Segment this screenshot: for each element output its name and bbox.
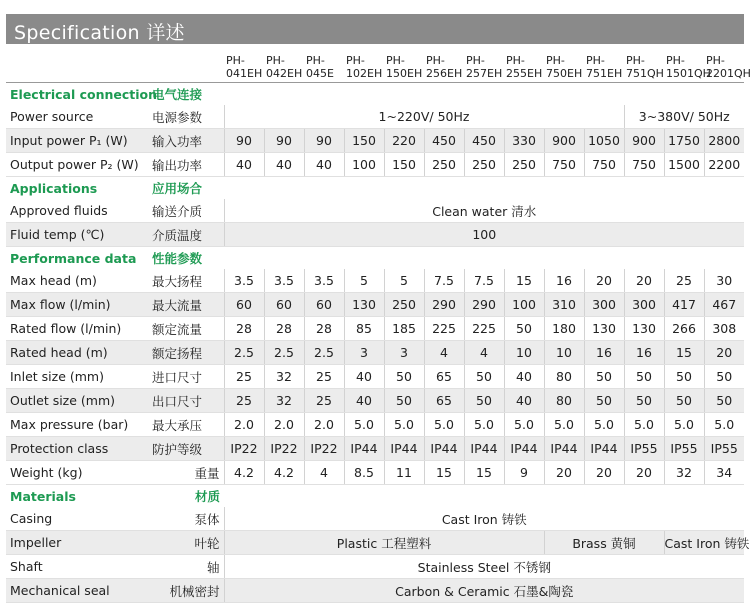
value-cell: 150 [344, 129, 384, 153]
model-header-cell: PH- 150EH [386, 54, 423, 80]
row-label: Fluid temp (℃) [6, 223, 150, 247]
value-cell: 28 [264, 317, 304, 341]
value-cell: 40 [304, 153, 344, 177]
value-cell: 5.0 [424, 413, 464, 437]
value-cell: 40 [504, 389, 544, 413]
value-cell: 15 [424, 461, 464, 485]
value-cell: 1~220V/ 50Hz [224, 105, 624, 129]
model-header-cell: PH- 2201QH [706, 54, 751, 80]
value-cell: 3.5 [264, 269, 304, 293]
value-cell: 15 [464, 461, 504, 485]
value-cell: 5.0 [584, 413, 624, 437]
row-label: Max head (m) [6, 269, 150, 293]
row-max_flow [6, 293, 744, 317]
value-cell: 15 [664, 341, 704, 365]
value-cell: 16 [624, 341, 664, 365]
row-max_head [6, 269, 744, 293]
value-cell: 250 [384, 293, 424, 317]
row-label: Impeller [6, 531, 150, 555]
value-cell: IP22 [264, 437, 304, 461]
row-label-cn: 机械密封 [150, 579, 224, 603]
value-cell: 225 [464, 317, 504, 341]
value-cell: 50 [664, 365, 704, 389]
value-cell: 50 [704, 365, 744, 389]
value-cell: 50 [664, 389, 704, 413]
value-cell: 3 [344, 341, 384, 365]
value-cell: 80 [544, 365, 584, 389]
value-cell: 5 [384, 269, 424, 293]
value-cell: 90 [264, 129, 304, 153]
section-title: Electrical connection [6, 83, 150, 106]
value-cell: 185 [384, 317, 424, 341]
header-blank-cn [150, 44, 224, 83]
value-cell: 8.5 [344, 461, 384, 485]
value-cell: 150 [384, 153, 424, 177]
row-casing [6, 507, 744, 531]
row-label: Max flow (l/min) [6, 293, 150, 317]
model-header-cell: PH- 102EH [346, 54, 383, 80]
value-cell: 90 [304, 129, 344, 153]
value-cell: 100 [224, 223, 744, 247]
section-title: Performance data [6, 247, 150, 270]
value-cell: 130 [624, 317, 664, 341]
model-header-cell: PH- 751QH [626, 54, 664, 80]
value-cell: 16 [544, 269, 584, 293]
value-cell: 290 [464, 293, 504, 317]
row-label: Max pressure (bar) [6, 413, 150, 437]
value-cell: IP44 [344, 437, 384, 461]
model-header-cell: PH- 750EH [546, 54, 583, 80]
section-title: Applications [6, 177, 150, 200]
model-header-cell: PH- 255EH [506, 54, 543, 80]
value-cell: 180 [544, 317, 584, 341]
value-cell: 50 [704, 389, 744, 413]
value-cell: 750 [544, 153, 584, 177]
value-cell: IP44 [584, 437, 624, 461]
value-cell: 330 [504, 129, 544, 153]
value-cell: IP55 [664, 437, 704, 461]
value-cell: 750 [624, 153, 664, 177]
value-cell: IP44 [424, 437, 464, 461]
model-header-cell: PH- 1501QH [666, 54, 711, 80]
value-cell: 40 [504, 365, 544, 389]
value-cell: 3 [384, 341, 424, 365]
value-cell: 450 [424, 129, 464, 153]
row-protection [6, 437, 744, 461]
value-cell: 3.5 [224, 269, 264, 293]
value-cell: 130 [584, 317, 624, 341]
section-fill [224, 177, 744, 200]
value-cell: 60 [264, 293, 304, 317]
row-label: Outlet size (mm) [6, 389, 150, 413]
value-cell: 5.0 [704, 413, 744, 437]
value-cell: 28 [224, 317, 264, 341]
value-cell: 20 [624, 461, 664, 485]
row-label-cn: 输入功率 [150, 129, 224, 153]
row-label-cn: 电源参数 [150, 105, 224, 129]
section-title-cn: 性能参数 [150, 247, 224, 270]
value-cell: 20 [704, 341, 744, 365]
row-label-cn: 额定扬程 [150, 341, 224, 365]
value-cell: 5.0 [664, 413, 704, 437]
row-label: Shaft [6, 555, 150, 579]
row-impeller [6, 531, 744, 555]
value-cell: IP44 [504, 437, 544, 461]
value-cell: 65 [424, 365, 464, 389]
row-output_power [6, 153, 744, 177]
value-cell: 32 [264, 389, 304, 413]
value-cell: 40 [344, 365, 384, 389]
value-cell: 100 [504, 293, 544, 317]
model-header-cell: PH- 045E [306, 54, 334, 80]
value-cell: 250 [424, 153, 464, 177]
value-cell: 300 [584, 293, 624, 317]
value-cell: 50 [624, 389, 664, 413]
header-blank-en [6, 44, 150, 83]
row-label-cn: 叶轮 [150, 531, 224, 555]
row-seal [6, 579, 744, 603]
value-cell: 10 [544, 341, 584, 365]
value-cell: IP44 [544, 437, 584, 461]
value-cell: 11 [384, 461, 424, 485]
value-cell: 40 [344, 389, 384, 413]
row-input_power [6, 129, 744, 153]
row-power_source [6, 105, 744, 129]
model-header-cell: PH- 256EH [426, 54, 463, 80]
value-cell: 25 [224, 365, 264, 389]
value-cell: 50 [464, 389, 504, 413]
value-cell: 4 [424, 341, 464, 365]
row-inlet_size [6, 365, 744, 389]
value-cell: 16 [584, 341, 624, 365]
value-cell: 220 [384, 129, 424, 153]
value-cell: 467 [704, 293, 744, 317]
value-cell: 290 [424, 293, 464, 317]
value-cell: 20 [624, 269, 664, 293]
section-title-cn: 材质 [150, 485, 224, 508]
section-performance [6, 247, 744, 270]
value-cell: 250 [464, 153, 504, 177]
row-rated_flow [6, 317, 744, 341]
model-header-row [6, 44, 744, 83]
model-header-cell: PH- 751EH [586, 54, 623, 80]
value-cell: IP55 [624, 437, 664, 461]
value-cell: 50 [624, 365, 664, 389]
value-cell: 40 [264, 153, 304, 177]
value-cell: 50 [504, 317, 544, 341]
row-label-cn: 额定流量 [150, 317, 224, 341]
title-bar [6, 14, 744, 44]
value-cell: 60 [224, 293, 264, 317]
row-shaft [6, 555, 744, 579]
row-label: Mechanical seal [6, 579, 150, 603]
row-label-cn: 输送介质 [150, 199, 224, 223]
section-fill [224, 83, 744, 106]
value-cell: 1750 [664, 129, 704, 153]
value-cell: Brass 黄铜 [544, 531, 664, 555]
row-rated_head [6, 341, 744, 365]
row-label-cn: 最大扬程 [150, 269, 224, 293]
row-label-cn: 进口尺寸 [150, 365, 224, 389]
value-cell: 80 [544, 389, 584, 413]
value-cell: IP22 [224, 437, 264, 461]
row-max_pressure [6, 413, 744, 437]
value-cell: 5.0 [624, 413, 664, 437]
value-cell: 308 [704, 317, 744, 341]
model-header-cell: PH- 041EH [226, 54, 263, 80]
value-cell: Clean water 清水 [224, 199, 744, 223]
value-cell: 310 [544, 293, 584, 317]
row-label-cn: 最大流量 [150, 293, 224, 317]
value-cell: IP55 [704, 437, 744, 461]
value-cell: 5.0 [344, 413, 384, 437]
value-cell: 25 [224, 389, 264, 413]
value-cell: 2.5 [304, 341, 344, 365]
value-cell: 100 [344, 153, 384, 177]
value-cell: 34 [704, 461, 744, 485]
value-cell: 85 [344, 317, 384, 341]
row-label: Rated head (m) [6, 341, 150, 365]
value-cell: 50 [384, 365, 424, 389]
section-title: Materials [6, 485, 150, 508]
row-label: Input power P₁ (W) [6, 129, 150, 153]
row-label-cn: 泵体 [150, 507, 224, 531]
row-weight [6, 461, 744, 485]
value-cell: 417 [664, 293, 704, 317]
value-cell: 1500 [664, 153, 704, 177]
model-header-cell: PH- 042EH [266, 54, 303, 80]
row-label-cn: 轴 [150, 555, 224, 579]
value-cell: IP44 [384, 437, 424, 461]
row-fluid_temp [6, 223, 744, 247]
value-cell: 3~380V/ 50Hz [624, 105, 744, 129]
section-fill [224, 485, 744, 508]
value-cell: 2.0 [304, 413, 344, 437]
value-cell: 3.5 [304, 269, 344, 293]
value-cell: IP22 [304, 437, 344, 461]
value-cell: 32 [264, 365, 304, 389]
row-label: Protection class [6, 437, 150, 461]
value-cell: 20 [584, 269, 624, 293]
value-cell: 900 [624, 129, 664, 153]
value-cell: 5.0 [384, 413, 424, 437]
value-cell: 130 [344, 293, 384, 317]
value-cell: 28 [304, 317, 344, 341]
value-cell: 25 [304, 365, 344, 389]
row-label-cn: 出口尺寸 [150, 389, 224, 413]
section-materials [6, 485, 744, 508]
value-cell: 300 [624, 293, 664, 317]
row-label-cn: 介质温度 [150, 223, 224, 247]
value-cell: 4.2 [224, 461, 264, 485]
value-cell: 2.5 [224, 341, 264, 365]
value-cell: IP44 [464, 437, 504, 461]
row-label: Inlet size (mm) [6, 365, 150, 389]
value-cell: 10 [504, 341, 544, 365]
value-cell: 2.0 [264, 413, 304, 437]
value-cell: 60 [304, 293, 344, 317]
value-cell: 2.0 [224, 413, 264, 437]
value-cell: 900 [544, 129, 584, 153]
value-cell: 4 [464, 341, 504, 365]
value-cell: 5.0 [504, 413, 544, 437]
row-label: Output power P₂ (W) [6, 153, 150, 177]
value-cell: 5 [344, 269, 384, 293]
row-label: Power source [6, 105, 150, 129]
value-cell: 2.5 [264, 341, 304, 365]
section-electrical [6, 83, 744, 106]
value-cell: 5.0 [464, 413, 504, 437]
value-cell: 15 [504, 269, 544, 293]
value-cell: 450 [464, 129, 504, 153]
section-applications [6, 177, 744, 200]
value-cell: Plastic 工程塑料 [224, 531, 544, 555]
page-title: Specification 详述 [14, 22, 185, 44]
value-cell: 2200 [704, 153, 744, 177]
value-cell: 32 [664, 461, 704, 485]
value-cell: 7.5 [464, 269, 504, 293]
row-label: Approved fluids [6, 199, 150, 223]
value-cell: 266 [664, 317, 704, 341]
value-cell: Stainless Steel 不锈钢 [224, 555, 744, 579]
value-cell: 90 [224, 129, 264, 153]
value-cell: 4 [304, 461, 344, 485]
value-cell: 50 [584, 365, 624, 389]
section-title-cn: 电气连接 [150, 83, 224, 106]
row-label: Weight (kg) [6, 461, 150, 485]
value-cell: 25 [664, 269, 704, 293]
value-cell: 1050 [584, 129, 624, 153]
value-cell: 50 [464, 365, 504, 389]
value-cell: 225 [424, 317, 464, 341]
row-label-cn: 防护等级 [150, 437, 224, 461]
value-cell: 750 [584, 153, 624, 177]
value-cell: Cast Iron 铸铁 [224, 507, 744, 531]
row-label: Casing [6, 507, 150, 531]
row-outlet_size [6, 389, 744, 413]
value-cell: 65 [424, 389, 464, 413]
value-cell: 20 [584, 461, 624, 485]
row-label-cn: 重量 [150, 461, 224, 485]
value-cell: 5.0 [544, 413, 584, 437]
spec-table [6, 44, 751, 603]
value-cell: 2800 [704, 129, 744, 153]
section-fill [224, 247, 744, 270]
model-header-cell: PH- 257EH [466, 54, 503, 80]
value-cell: 4.2 [264, 461, 304, 485]
value-cell: Cast Iron 铸铁 [664, 531, 744, 555]
value-cell: 250 [504, 153, 544, 177]
row-label-cn: 最大承压 [150, 413, 224, 437]
value-cell: 25 [304, 389, 344, 413]
value-cell: 20 [544, 461, 584, 485]
value-cell: 40 [224, 153, 264, 177]
value-cell: 50 [584, 389, 624, 413]
row-approved_fluids [6, 199, 744, 223]
value-cell: 7.5 [424, 269, 464, 293]
value-cell: 50 [384, 389, 424, 413]
row-label-cn: 输出功率 [150, 153, 224, 177]
value-cell: Carbon & Ceramic 石墨&陶瓷 [224, 579, 744, 603]
value-cell: 9 [504, 461, 544, 485]
value-cell: 30 [704, 269, 744, 293]
section-title-cn: 应用场合 [150, 177, 224, 200]
row-label: Rated flow (l/min) [6, 317, 150, 341]
